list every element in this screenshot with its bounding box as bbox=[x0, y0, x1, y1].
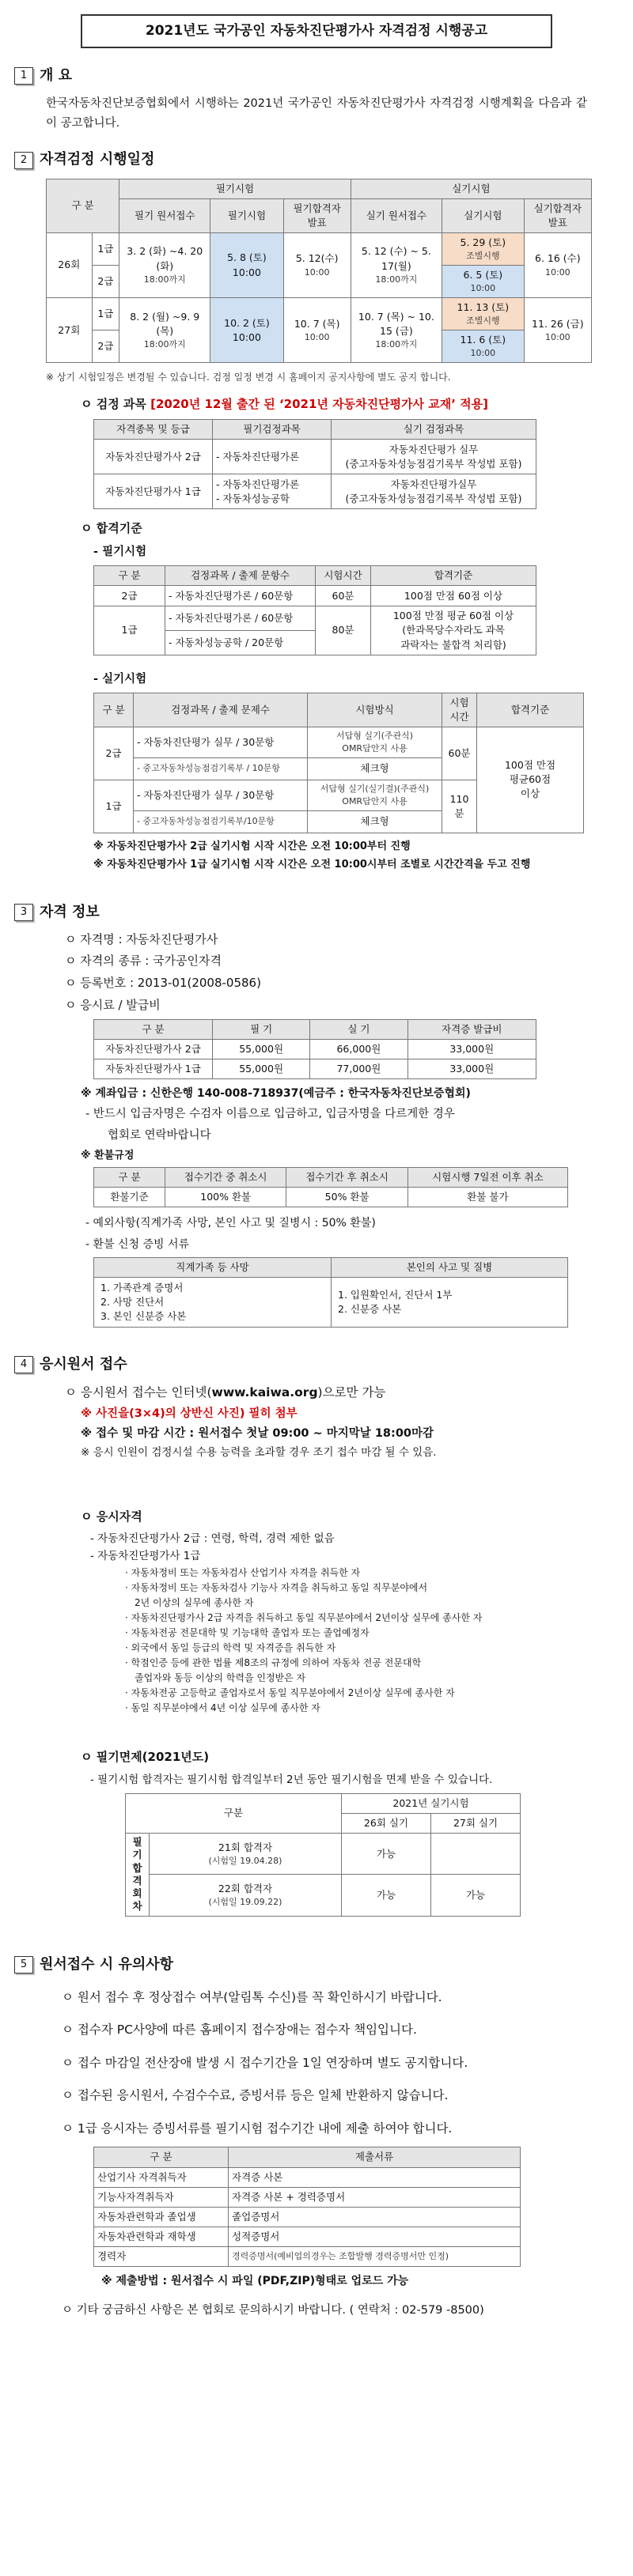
th-p-apply: 실기 원서접수 bbox=[351, 198, 442, 232]
section-number: 3 bbox=[14, 904, 33, 921]
time-note: ※ 접수 및 마감 시간 : 원서접수 첫날 09:00 ~ 마지막날 18:00마감 bbox=[81, 1427, 434, 1440]
section-title: 개 요 bbox=[40, 66, 73, 84]
subject-heading: ㅇ 검정 과목 [2020년 12월 출간 된 ‘2021년 자동차진단평가사 교재’ 적용] bbox=[81, 396, 488, 411]
th-ref-a: 구 분 bbox=[94, 1168, 165, 1188]
cert-fee-title: ㅇ 응시료 / 발급비 bbox=[65, 997, 161, 1012]
th-subj-b: 필기검정과목 bbox=[213, 420, 332, 440]
ex-row-label: 22회 합격자 (시험일 19.09.22) bbox=[150, 1875, 342, 1916]
th-pp-a: 구 분 bbox=[94, 693, 134, 727]
p-pass-27: 11. 26 (금) 10:00 bbox=[524, 298, 591, 363]
sd-doc: 졸업증명서 bbox=[229, 2207, 521, 2227]
th-subj-c: 실기 검정과목 bbox=[332, 420, 536, 440]
bank-note-2: 협회로 연락바랍니다 bbox=[108, 1129, 211, 1143]
ref-after: 50% 환불 bbox=[286, 1188, 407, 1207]
practical-heading: - 실기시험 bbox=[93, 672, 147, 686]
practical-pass-table bbox=[93, 693, 584, 833]
caution-1: ㅇ 원서 접수 후 정상접수 여부(알림톡 수신)를 꼭 확인하시기 바랍니다. bbox=[62, 1989, 442, 2004]
wp-time: 80분 bbox=[316, 606, 371, 655]
refund-docs-title: - 환불 신청 증빙 서류 bbox=[85, 1237, 190, 1251]
p-pass-26: 6. 16 (수) 10:00 bbox=[524, 232, 591, 297]
submit-doc-table bbox=[93, 2147, 521, 2267]
pp-subject: - 자동차진단평가 실무 / 30문항 bbox=[134, 727, 308, 758]
pp-method: 체크형 bbox=[308, 810, 442, 833]
bank-info: ※ 계좌입금 : 신한은행 140-008-718937(예금주 : 한국자동차진단보증협회) bbox=[81, 1086, 471, 1100]
th-w-pass: 필기합격자 발표 bbox=[283, 198, 351, 232]
th-sd-b: 제출서류 bbox=[229, 2147, 521, 2167]
practical-note-1: ※ 자동차진단평가사 2급 실기시험 시작 시간은 오전 10:00부터 진행 bbox=[93, 840, 411, 852]
apply-online: ㅇ 응시원서 접수는 인터넷(www.kaiwa.org)으로만 가능 bbox=[65, 1384, 386, 1399]
section-number: 5 bbox=[14, 1956, 33, 1974]
ex-round-label: 필기 합격 회차 bbox=[126, 1834, 150, 1917]
qual-item: · 자동차정비 또는 자동차검사 기능사 자격을 취득하고 동일 직무분야에서 bbox=[125, 1582, 428, 1594]
ex-cell bbox=[430, 1834, 520, 1875]
subj-written: - 자동차진단평가론 bbox=[213, 440, 332, 474]
th-subj-a: 자격종목 및 등급 bbox=[94, 420, 213, 440]
sd-doc: 자격증 사본 + 경력증명서 bbox=[229, 2187, 521, 2207]
schedule-note: ※ 상기 시험일정은 변경될 수 있습니다. 검정 일정 변경 시 홈페이지 공지사항에 별도 공지 합니다. bbox=[46, 372, 451, 383]
subj-practical: 자동차진단평가 실무 (중고자동차성능점검기록부 작성법 포함) bbox=[332, 440, 536, 474]
ex-cell: 가능 bbox=[430, 1875, 520, 1916]
written-pass-table bbox=[93, 565, 536, 655]
qual-item: · 자동차전공 고등학교 졸업자로서 동일 직무분야에서 2년이상 실무에 종사한 자 bbox=[125, 1687, 455, 1699]
fee-practical: 77,000원 bbox=[310, 1059, 407, 1078]
th-ref-b: 접수기간 중 취소시 bbox=[165, 1168, 286, 1188]
p-exam-27-g2: 11. 6 (토) 10:00 bbox=[442, 330, 524, 363]
subj-practical: 자동차진단평가실무 (중고자동차성능점검기록부 작성법 포함) bbox=[332, 474, 536, 509]
th-doc-a: 직계가족 등 사망 bbox=[94, 1257, 332, 1277]
th-ex-d: 27회 실기 bbox=[430, 1813, 520, 1833]
th-wp-c: 시험시간 bbox=[316, 566, 371, 586]
w-pass-27: 10. 7 (목) 10:00 bbox=[283, 298, 351, 363]
section-2-header bbox=[14, 149, 619, 170]
section-number: 1 bbox=[14, 67, 33, 85]
section-3-header bbox=[14, 902, 619, 923]
ex-row-label: 21회 합격자 (시험일 19.04.28) bbox=[150, 1834, 342, 1875]
wp-subject: - 자동차진단평가론 / 60문항 bbox=[165, 586, 316, 606]
fee-issue: 33,000원 bbox=[407, 1059, 536, 1078]
ref-criteria: 환불기준 bbox=[94, 1188, 165, 1207]
pp-time: 110분 bbox=[442, 780, 477, 833]
th-ex-c: 26회 실기 bbox=[341, 1813, 430, 1833]
pp-grade: 1급 bbox=[94, 780, 134, 833]
grade-2: 2급 bbox=[92, 266, 119, 298]
th-fee-a: 구 분 bbox=[94, 1019, 213, 1039]
w-apply-26: 3. 2 (화) ~4. 20 (화) 18:00까지 bbox=[119, 232, 210, 297]
refund-doc-table bbox=[93, 1257, 568, 1328]
sd-type: 경력자 bbox=[94, 2247, 229, 2267]
round-27: 27회 bbox=[47, 298, 93, 363]
section-title: 자격 정보 bbox=[40, 904, 100, 921]
caution-3: ㅇ 접수 마감일 전산장애 발생 시 접수기간을 1일 연장하며 별도 공지합니다. bbox=[62, 2055, 468, 2070]
qual-grade-1: - 자동차진단평가사 1급 bbox=[90, 1549, 201, 1562]
fee-grade: 자동차진단평가사 1급 bbox=[94, 1059, 213, 1078]
pp-subject: - 중고자동차성능점검기록부/10문항 bbox=[134, 810, 308, 833]
exempt-table bbox=[125, 1793, 521, 1917]
w-pass-26: 5. 12(수) 10:00 bbox=[283, 232, 351, 297]
ex-cell: 가능 bbox=[341, 1875, 430, 1916]
wp-grade: 1급 bbox=[94, 606, 165, 655]
caution-6: ㅇ 기타 궁금하신 사항은 본 협회로 문의하시기 바랍니다. ( 연락처 : 02-579 -8500) bbox=[62, 2304, 484, 2317]
sd-doc: 성적증명서 bbox=[229, 2227, 521, 2246]
ex-cell: 가능 bbox=[341, 1834, 430, 1875]
pp-method: 서답형 실기(실기결)(주관식) OMR답안지 사용 bbox=[308, 780, 442, 810]
pp-time: 60분 bbox=[442, 727, 477, 780]
th-wp-b: 검정과목 / 출제 문항수 bbox=[165, 566, 316, 586]
submit-method: ※ 제출방법 : 원서접수 시 파일 (PDF,ZIP)형태로 업로드 가능 bbox=[101, 2275, 409, 2288]
section-number: 4 bbox=[14, 1356, 33, 1373]
cert-name: ㅇ 자격명 : 자동차진단평가사 bbox=[65, 931, 218, 946]
practical-note-2: ※ 자동차진단평가사 1급 실기시험 시작 시간은 오전 10:00시부터 조별로 시간간격을 두고 진행 bbox=[93, 858, 531, 871]
th-fee-d: 자격증 발급비 bbox=[407, 1019, 536, 1039]
refund-exception: - 예외사항(직계가족 사망, 본인 사고 및 질병시 : 50% 환불) bbox=[85, 1217, 376, 1230]
th-pp-c: 시험방식 bbox=[308, 693, 442, 727]
round-26: 26회 bbox=[47, 232, 93, 297]
th-w-apply: 필기 원서접수 bbox=[119, 198, 210, 232]
th-doc-b: 본인의 사고 및 질병 bbox=[332, 1257, 568, 1277]
overview-text: 한국자동차진단보증협회에서 시행하는 2021년 국가공인 자동차진단평가사 자격검정 시행계획을 다음과 같이 공고합니다. bbox=[46, 96, 587, 130]
w-exam-27: 10. 2 (토) 10:00 bbox=[210, 298, 283, 363]
th-sd-a: 구 분 bbox=[94, 2147, 229, 2167]
fee-practical: 66,000원 bbox=[310, 1039, 407, 1059]
subject-table bbox=[93, 419, 536, 509]
th-gubun: 구 분 bbox=[47, 179, 119, 232]
bank-note: - 반드시 입금자명은 수검자 이름으로 입금하고, 입금자명을 다르게한 경우 bbox=[85, 1108, 455, 1121]
page-title: 2021년도 국가공인 자동차진단평가사 자격검정 시행공고 bbox=[81, 14, 552, 48]
photo-note: ※ 사진을(3×4)의 상반신 사진) 필히 첨부 bbox=[81, 1407, 298, 1420]
qual-item: · 학점인증 등에 관한 법률 제8조의 규정에 의하여 자동차 전공 전문대학 bbox=[125, 1657, 422, 1669]
ref-7days: 환불 불가 bbox=[407, 1188, 567, 1207]
grade-1: 1급 bbox=[92, 232, 119, 265]
grade-2: 2급 bbox=[92, 330, 119, 363]
subj-grade: 자동차진단평가사 1급 bbox=[94, 474, 213, 509]
subj-written: - 자동차진단평가론 - 자동차성능공학 bbox=[213, 474, 332, 509]
th-fee-b: 필 기 bbox=[213, 1019, 310, 1039]
section-4-header bbox=[14, 1354, 619, 1375]
th-fee-c: 실 기 bbox=[310, 1019, 407, 1039]
pass-heading: ㅇ 합격기준 bbox=[81, 521, 142, 536]
th-wp-a: 구 분 bbox=[94, 566, 165, 586]
section-1-header bbox=[14, 66, 619, 86]
caution-4: ㅇ 접수된 응시원서, 수검수수료, 증빙서류 등은 일체 반환하지 않습니다. bbox=[62, 2088, 449, 2103]
th-p-exam: 실기시험 bbox=[442, 198, 524, 232]
section-5-header bbox=[14, 1955, 619, 1975]
p-exam-26-g1: 5. 29 (토) 조별시행 bbox=[442, 232, 524, 265]
qual-heading: ㅇ 응시자격 bbox=[81, 1509, 142, 1524]
th-wp-d: 합격기준 bbox=[371, 566, 536, 586]
p-exam-27-g1: 11. 13 (토) 조별시행 bbox=[442, 298, 524, 330]
wp-criteria: 100점 만점 60점 이상 bbox=[371, 586, 536, 606]
w-exam-26: 5. 8 (토) 10:00 bbox=[210, 232, 283, 297]
th-ref-d: 시험시행 7일전 이후 취소 bbox=[407, 1168, 567, 1188]
qual-item: 2년 이상의 실무에 종사한 자 bbox=[135, 1597, 254, 1609]
th-written: 필기시험 bbox=[119, 179, 351, 198]
written-heading: - 필기시험 bbox=[93, 546, 147, 559]
sd-doc: 자격증 사본 bbox=[229, 2167, 521, 2187]
pp-method: 체크형 bbox=[308, 757, 442, 780]
fee-written: 55,000원 bbox=[213, 1039, 310, 1059]
exempt-heading: ㅇ 필기면제(2021년도) bbox=[81, 1750, 210, 1765]
cert-reg: ㅇ 등록번호 : 2013-01(2008-0586) bbox=[65, 976, 261, 991]
th-w-exam: 필기시험 bbox=[210, 198, 283, 232]
pp-method: 서답형 실기(주관식) OMR답안지 사용 bbox=[308, 727, 442, 758]
fee-written: 55,000원 bbox=[213, 1059, 310, 1078]
p-apply-27: 10. 7 (목) ~ 10. 15 (금) 18:00까지 bbox=[351, 298, 442, 363]
cert-type: ㅇ 자격의 종류 : 국가공인자격 bbox=[65, 954, 222, 969]
fee-table bbox=[93, 1019, 536, 1079]
sd-type: 자동차관련학과 재학생 bbox=[94, 2227, 229, 2246]
capacity-note: ※ 응시 인원이 검정시설 수용 능력을 초과할 경우 조기 접수 마감 될 수 있음. bbox=[81, 1446, 437, 1460]
th-practical: 실기시험 bbox=[351, 179, 591, 198]
sd-type: 산업기사 자격취득자 bbox=[94, 2167, 229, 2187]
homepage-link[interactable]: www.kaiwa.org bbox=[211, 1384, 318, 1399]
th-ex-b: 2021년 실기시험 bbox=[341, 1793, 520, 1813]
sd-doc: 경력증명서(예비업의경우는 조합발행 경력증명서만 인정) bbox=[229, 2247, 521, 2267]
qual-grade-2: - 자동차진단평가사 2급 : 연령, 학력, 경력 제한 없음 bbox=[90, 1532, 335, 1546]
qual-item: · 외국에서 동일 등급의 학력 및 자격증을 취득한 자 bbox=[125, 1642, 336, 1654]
wp-time: 60분 bbox=[316, 586, 371, 606]
th-pp-e: 합격기준 bbox=[477, 693, 584, 727]
pp-criteria: 100점 만점 평균60점 이상 bbox=[477, 727, 584, 833]
th-ex-a: 구분 bbox=[126, 1793, 342, 1833]
p-exam-26-g2: 6. 5 (토) 10:00 bbox=[442, 266, 524, 298]
doc-self: 1. 입원확인서, 진단서 1부 2. 신분증 사본 bbox=[332, 1278, 568, 1328]
caution-2: ㅇ 접수자 PC사양에 따른 홈페이지 접수장애는 접수자 책임입니다. bbox=[62, 2023, 417, 2038]
wp-grade: 2급 bbox=[94, 586, 165, 606]
ref-during: 100% 환불 bbox=[165, 1188, 286, 1207]
refund-table bbox=[93, 1167, 568, 1207]
th-pp-d: 시험 시간 bbox=[442, 693, 477, 727]
exempt-text: - 필기시험 합격자는 필기시험 합격일부터 2년 동안 필기시험을 면제 받을 수 있습니다. bbox=[90, 1773, 493, 1787]
caution-5: ㅇ 1급 응시자는 증빙서류를 필기시험 접수기간 내에 제출 하여야 합니다. bbox=[62, 2121, 453, 2136]
section-number: 2 bbox=[14, 152, 33, 169]
w-apply-27: 8. 2 (월) ~9. 9 (목) 18:00까지 bbox=[119, 298, 210, 363]
qual-item: · 자동차정비 또는 자동차검사 산업기사 자격을 취득한 자 bbox=[125, 1567, 361, 1579]
p-apply-26: 5. 12 (수) ~ 5. 17(월) 18:00까지 bbox=[351, 232, 442, 297]
sd-type: 기능사자격취득자 bbox=[94, 2187, 229, 2207]
fee-issue: 33,000원 bbox=[407, 1039, 536, 1059]
pp-grade: 2급 bbox=[94, 727, 134, 780]
wp-criteria: 100점 만점 평균 60점 이상 (한과목당수자라도 과목 과락자는 불합격 처리함) bbox=[371, 606, 536, 655]
section-title: 원서접수 시 유의사항 bbox=[40, 1955, 174, 1973]
qual-item: · 동일 직무분야에서 4년 이상 실무에 종사한 자 bbox=[125, 1702, 320, 1714]
doc-family: 1. 가족관계 증명서 2. 사망 진단서 3. 본인 신분증 사본 bbox=[94, 1278, 332, 1328]
refund-title: ※ 환불규정 bbox=[81, 1150, 135, 1162]
wp-subject: - 자동차진단평가론 / 60문항 bbox=[165, 606, 316, 631]
subj-grade: 자동차진단평가사 2급 bbox=[94, 440, 213, 474]
sd-type: 자동차관련학과 졸업생 bbox=[94, 2207, 229, 2227]
qual-item: 졸업자와 동등 이상의 학력을 인정받은 자 bbox=[135, 1672, 306, 1684]
section-title: 자격검정 시행일정 bbox=[40, 151, 155, 168]
section-title: 응시원서 접수 bbox=[40, 1356, 127, 1373]
th-ref-c: 접수기간 후 취소시 bbox=[286, 1168, 407, 1188]
qual-item: · 자동차진단평가사 2급 자격을 취득하고 동일 직무분야에서 2년이상 실무에 종사한 자 bbox=[125, 1612, 483, 1624]
qual-item: · 자동차전공 전문대학 및 기능대학 졸업자 또는 졸업예정자 bbox=[125, 1627, 370, 1639]
pp-subject: - 자동차진단평가 실무 / 30문항 bbox=[134, 780, 308, 810]
fee-grade: 자동차진단평가사 2급 bbox=[94, 1039, 213, 1059]
schedule-table bbox=[46, 179, 592, 364]
th-pp-b: 검정과목 / 출제 문제수 bbox=[134, 693, 308, 727]
qual-list bbox=[14, 1566, 619, 1715]
grade-1: 1급 bbox=[92, 298, 119, 330]
wp-subject: - 자동차성능공학 / 20문항 bbox=[165, 631, 316, 655]
th-p-pass: 실기합격자 발표 bbox=[524, 198, 591, 232]
pp-subject: - 중고자동차성능점검기록부 / 10문항 bbox=[134, 757, 308, 780]
